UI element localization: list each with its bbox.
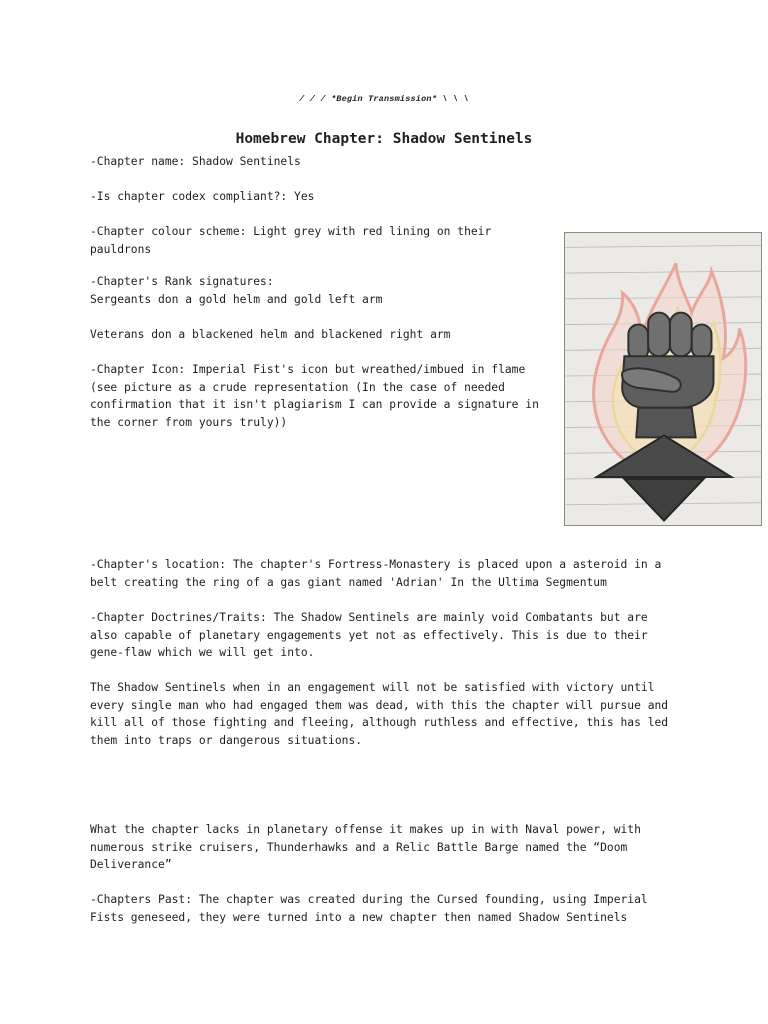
colour-scheme-paragraph: -Chapter colour scheme: Light grey with red lining on their pauldrons [90,225,499,256]
chapter-doctrines-paragraph: -Chapter Doctrines/Traits: The Shadow Sentinels are mainly void Combatants but are also capable of planetary engagements yet not as effectively. This is due to their gene-flaw which we will get into. [90,611,655,659]
rank-veterans-line: Veterans don a blackened helm and blackened right arm [90,328,451,341]
document-title: Homebrew Chapter: Shadow Sentinels [235,131,533,147]
codex-compliance-line: -Is chapter codex compliant?: Yes [90,190,315,203]
engagement-paragraph: The Shadow Sentinels when in an engagement will not be satisfied with victory until every single man who had engaged them was dead, with this the chapter will pursue and kill all of those fighting and fleeing, although ruthless and effective, this has led them into traps or dangerous situations. [90,681,675,747]
chapter-name-line: -Chapter name: Shadow Sentinels [90,155,301,168]
naval-power-paragraph: What the chapter lacks in planetary offense it makes up in with Naval power, with numerous strike cruisers, Thunderhawks and a Relic Battle Barge named the “Doom Deliverance” [90,823,648,871]
transmission-header: / / / *Begin Transmission* \ \ \ [299,94,469,104]
rank-signatures-heading: -Chapter's Rank signatures: [90,275,274,288]
chapter-icon-paragraph: -Chapter Icon: Imperial Fist's icon but wreathed/imbued in flame (see picture as a crude representation (In the case of needed confirmation that it isn't plagiarism I can provide a signature in the corner from yours truly)) [90,363,546,429]
chapter-location-paragraph: -Chapter's location: The chapter's Fortress-Monastery is placed upon a asteroid in a belt creating the ring of a gas giant named 'Adrian' In the Ultima Segmentum [90,558,669,589]
chapter-icon-sketch [564,232,762,526]
chapter-past-paragraph: -Chapters Past: The chapter was created during the Cursed founding, using Imperial Fists geneseed, they were turned into a new chapter then named Shadow Sentinels [90,893,655,924]
rank-sergeants-line: Sergeants don a gold helm and gold left arm [90,293,383,306]
flaming-fist-sketch-icon [565,233,761,525]
